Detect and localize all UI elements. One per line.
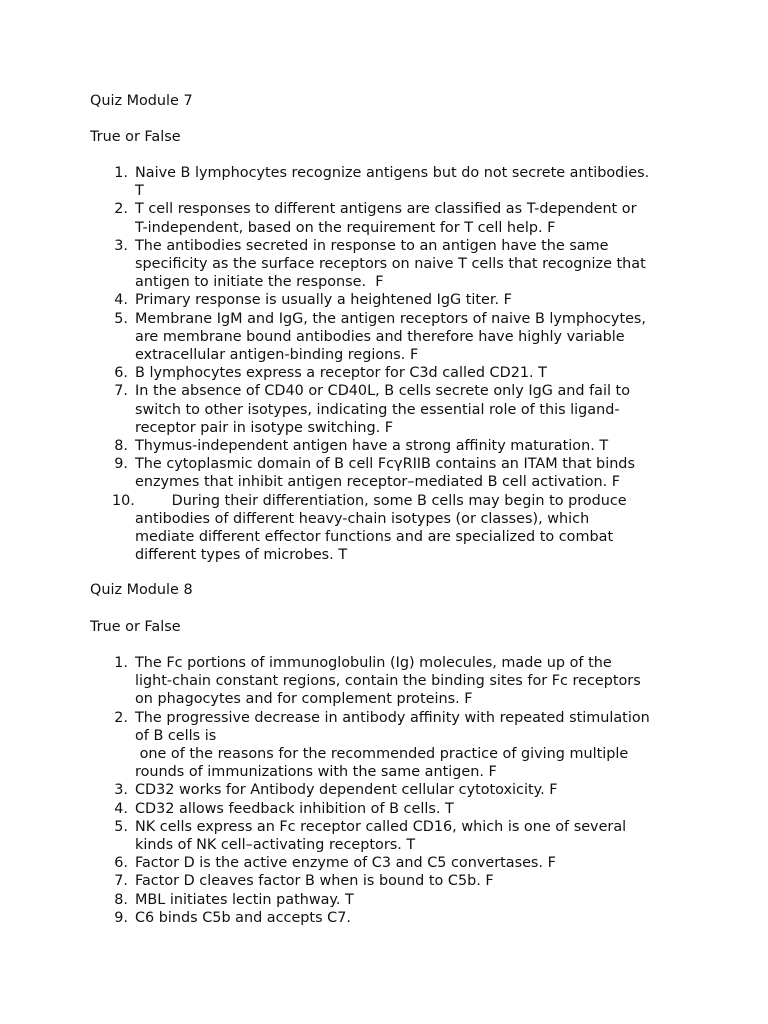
question-text: CD32 allows feedback inhibition of B cells. T	[135, 800, 454, 817]
question-number: 8.	[114, 438, 128, 455]
question-number: 1.	[114, 165, 128, 181]
question-item	[90, 492, 690, 565]
question-item	[90, 382, 690, 437]
question-item	[90, 164, 690, 200]
question-number: 3.	[114, 237, 128, 254]
question-text: The Fc portions of immunoglobulin (Ig) molecules, made up of the light-chain constant regions, contain the binding sites for Fc receptors on phagocytes and for complement proteins. F	[135, 655, 641, 708]
section-subtitle-module-7: True or False	[90, 129, 181, 145]
question-item	[90, 781, 690, 799]
question-number: 8.	[114, 891, 128, 908]
question-text: CD32 works for Antibody dependent cellular cytotoxicity. F	[135, 782, 558, 799]
question-text: The cytoplasmic domain of B cell FcγRIIB contains an ITAM that binds enzymes that inhibit antigen receptor–mediated B cell activation. F	[135, 456, 635, 491]
question-item	[90, 872, 690, 890]
question-item	[90, 364, 690, 382]
question-number: 7.	[114, 873, 128, 890]
question-text: The progressive decrease in antibody affinity with repeated stimulation of B cells is one of the reasons for the recommended practice of giving multiple rounds of immunizations with the same antigen. F	[135, 709, 650, 781]
question-text: In the absence of CD40 or CD40L, B cells secrete only IgG and fail to switch to other isotypes, indicating the essential role of this ligand- receptor pair in isotype switching. F	[135, 383, 630, 436]
question-number: 9.	[114, 456, 128, 473]
question-list-module-8	[90, 654, 690, 927]
question-text: Primary response is usually a heightened IgG titer. F	[135, 292, 512, 309]
question-text: C6 binds C5b and accepts C7.	[135, 909, 351, 926]
question-item	[90, 909, 690, 927]
question-item	[90, 854, 690, 872]
question-number: 7.	[114, 383, 128, 400]
question-number: 9.	[114, 909, 128, 926]
question-text: MBL initiates lectin pathway. T	[135, 891, 354, 908]
question-item	[90, 654, 690, 709]
question-number: 5.	[114, 818, 128, 835]
question-item	[90, 237, 690, 292]
section-title-module-8: Quiz Module 8	[90, 582, 193, 598]
question-item	[90, 891, 690, 909]
question-number: 6.	[114, 855, 128, 872]
question-number: 2.	[114, 201, 128, 218]
question-text: Membrane IgM and IgG, the antigen receptors of naive B lymphocytes, are membrane bound antibodies and therefore have highly variable extracellular antigen-binding regions. F	[135, 310, 647, 364]
section-title-module-7: Quiz Module 7	[90, 93, 193, 109]
question-number: 3.	[114, 782, 128, 799]
question-item	[90, 800, 690, 818]
question-item	[90, 709, 690, 782]
question-number: 4.	[114, 292, 128, 309]
question-number: 10.	[112, 492, 135, 509]
question-item	[90, 455, 690, 491]
question-text: During their differentiation, some B cells may begin to produce antibodies of different heavy-chain isotypes (or classes), which mediate different effector functions and are specialized to combat different types of microbes. T	[135, 492, 627, 564]
question-text: Naive B lymphocytes recognize antigens but do not secrete antibodies. T	[135, 165, 650, 200]
question-number: 4.	[114, 800, 128, 817]
question-number: 6.	[114, 365, 128, 382]
question-text: The antibodies secreted in response to an antigen have the same specificity as the surface receptors on naive T cells that recognize that antigen to initiate the response. F	[135, 237, 646, 291]
question-text: Factor D cleaves factor B when is bound to C5b. F	[135, 873, 494, 890]
question-text: T cell responses to different antigens are classified as T-dependent or T-independent, based on the requirement for T cell help. F	[135, 201, 637, 236]
question-text: B lymphocytes express a receptor for C3d called CD21. T	[135, 365, 547, 382]
question-item	[90, 291, 690, 309]
question-number: 5.	[114, 310, 128, 327]
question-item	[90, 200, 690, 236]
question-item	[90, 818, 690, 854]
question-text: NK cells express an Fc receptor called CD16, which is one of several kinds of NK cell–activating receptors. T	[135, 818, 627, 854]
question-list-module-7	[90, 164, 690, 564]
question-text: Factor D is the active enzyme of C3 and C5 convertases. F	[135, 855, 556, 872]
question-text: Thymus-independent antigen have a strong affinity maturation. T	[135, 438, 609, 455]
section-subtitle-module-8: True or False	[90, 619, 181, 635]
question-number: 1.	[114, 655, 128, 671]
question-number: 2.	[114, 709, 128, 726]
question-item	[90, 437, 690, 455]
question-item	[90, 310, 690, 365]
